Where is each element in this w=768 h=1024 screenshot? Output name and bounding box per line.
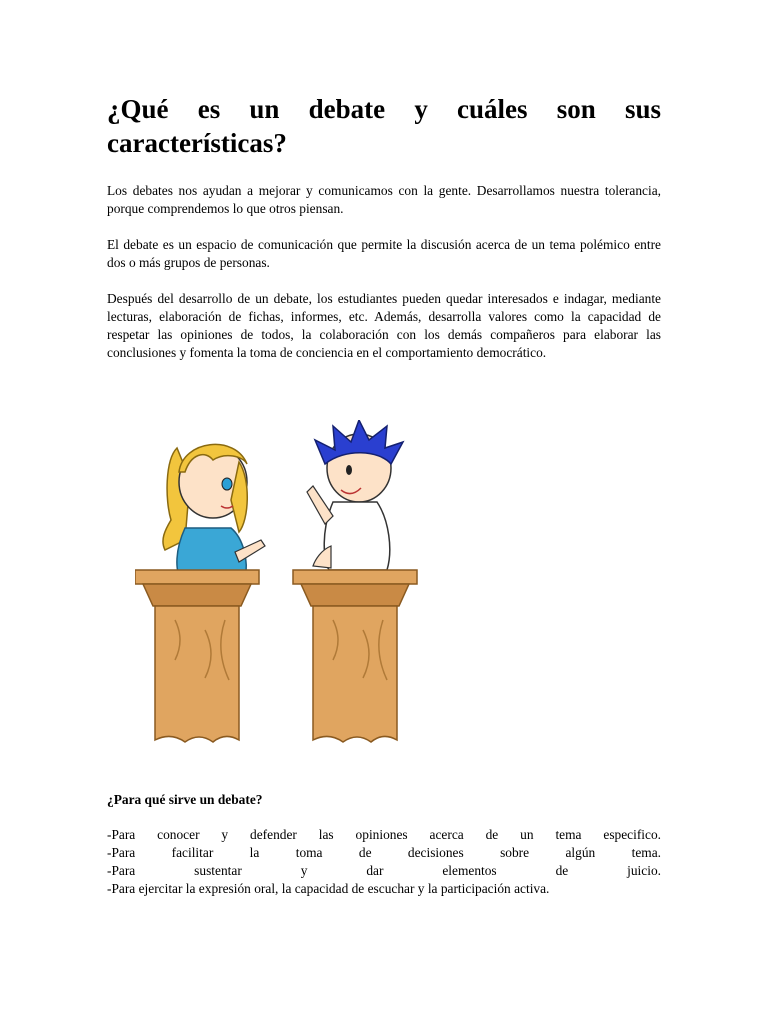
paragraph-benefits: Después del desarrollo de un debate, los estudiantes pueden quedar interesados e indagar, mediante lecturas, elaboración de fichas, informes, etc. Además, desarrolla valores como la capacidad de respetar las opiniones de todos, la colaboración con los demás compañeros para elaborar las conclusiones y fomenta la toma de conciencia en el comportamiento democrático. <box>107 291 661 360</box>
girl-figure-icon <box>163 444 265 580</box>
podium-left-icon <box>135 570 259 742</box>
list-item: -Para conocer y defender las opiniones acerca de un tema especifico. <box>107 827 661 842</box>
uses-list <box>107 826 661 898</box>
paragraph-intro: Los debates nos ayudan a mejorar y comunicamos con la gente. Desarrollamos nuestra tolerancia, porque comprendemos lo que otros piensan. <box>107 183 661 216</box>
list-item: -Para sustentar y dar elementos de juicio. <box>107 863 661 878</box>
list-item: -Para facilitar la toma de decisiones sobre algún tema. <box>107 845 661 860</box>
podium-right-icon <box>293 570 417 742</box>
debate-illustration-icon <box>135 420 435 750</box>
boy-figure-icon <box>307 420 403 570</box>
page-title: ¿Qué es un debate y cuáles son sus características? <box>107 94 661 158</box>
section-heading: ¿Para qué sirve un debate? <box>107 792 263 807</box>
list-item: -Para ejercitar la expresión oral, la capacidad de escuchar y la participación activa. <box>107 881 550 896</box>
paragraph-definition: El debate es un espacio de comunicación que permite la discusión acerca de un tema polémico entre dos o más grupos de personas. <box>107 237 661 270</box>
